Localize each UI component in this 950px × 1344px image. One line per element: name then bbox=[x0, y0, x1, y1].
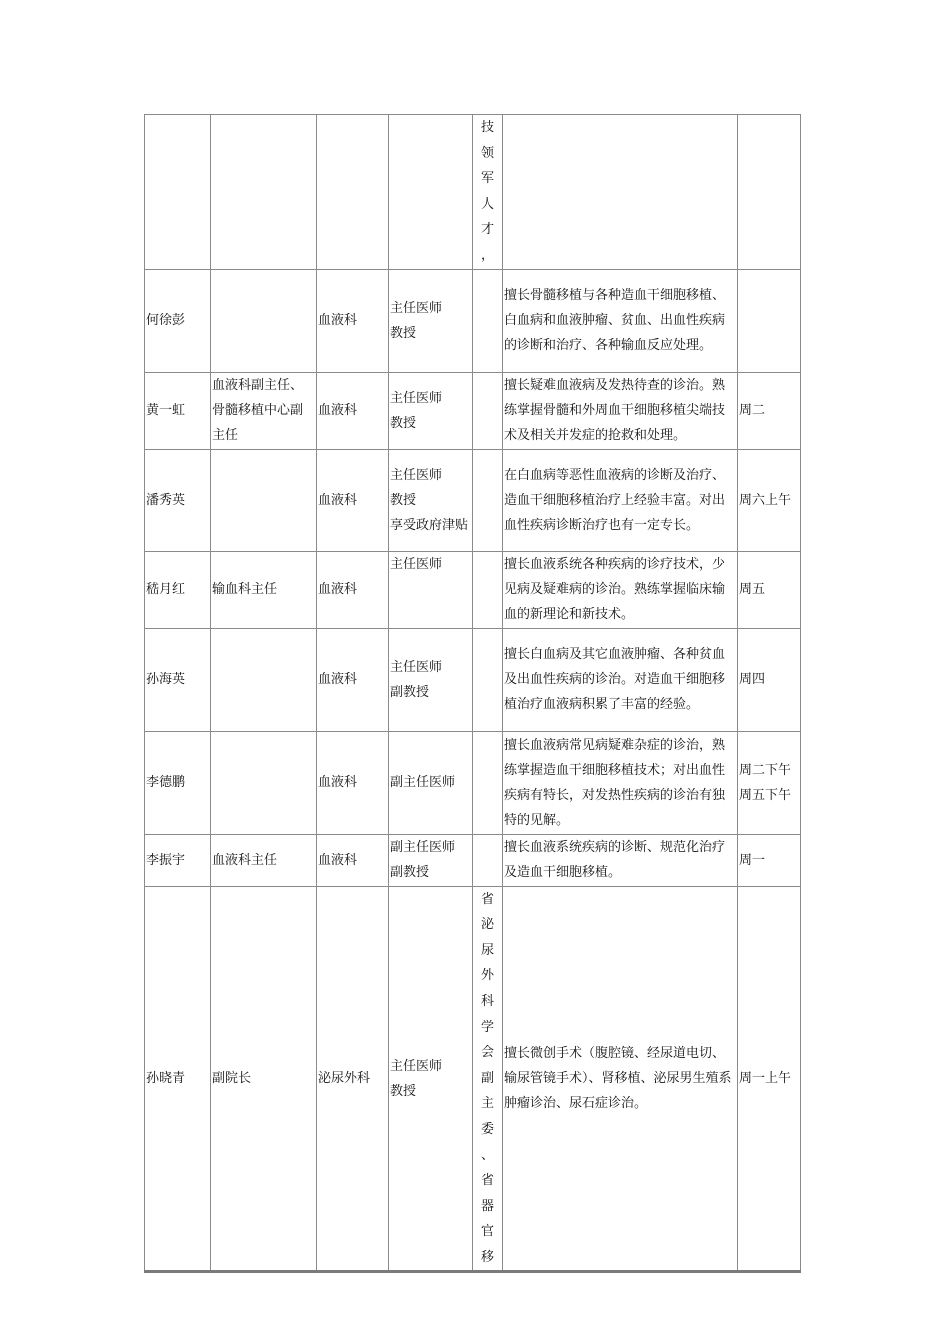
schedule-cell: 周四 bbox=[738, 628, 801, 731]
honor-char: 器 bbox=[480, 1198, 494, 1214]
honor-char: 人 bbox=[480, 196, 494, 212]
schedule-cell: 周二 bbox=[738, 372, 801, 449]
department-cell: 血液科 bbox=[317, 834, 389, 886]
position-cell: 输血科主任 bbox=[211, 551, 317, 628]
schedule-cell: 周六上午 bbox=[738, 449, 801, 551]
schedule-cell: 周一 bbox=[738, 834, 801, 886]
table-row bbox=[145, 269, 801, 372]
table-row bbox=[145, 834, 801, 886]
position-cell bbox=[211, 731, 317, 834]
position-cell bbox=[211, 115, 317, 270]
department-cell: 血液科 bbox=[317, 269, 389, 372]
table-row bbox=[145, 449, 801, 551]
honor-char: 军 bbox=[480, 171, 494, 187]
table-row bbox=[145, 886, 801, 1272]
title-cell: 主任医师 副教授 bbox=[389, 628, 473, 731]
schedule-cell bbox=[738, 269, 801, 372]
title-cell: 主任医师 教授 bbox=[389, 372, 473, 449]
title-cell: 副主任医师 bbox=[389, 731, 473, 834]
schedule-cell bbox=[738, 115, 801, 270]
honor-char: 移 bbox=[480, 1249, 494, 1265]
specialty-cell: 擅长微创手术（腹腔镜、经尿道电切、输尿管镜手术）、肾移植、泌尿男生殖系肿瘤诊治、尿石症诊治。 bbox=[503, 886, 738, 1272]
position-cell: 血液科主任 bbox=[211, 834, 317, 886]
department-cell: 泌尿外科 bbox=[317, 886, 389, 1272]
honor-char: ， bbox=[480, 247, 494, 263]
doctor-name-cell: 嵇月红 bbox=[145, 551, 211, 628]
honor-cell bbox=[473, 551, 503, 628]
doctor-name-cell: 李振宇 bbox=[145, 834, 211, 886]
position-cell bbox=[211, 269, 317, 372]
table-row bbox=[145, 115, 801, 270]
honor-char: 主 bbox=[480, 1096, 494, 1112]
honor-cell bbox=[473, 731, 503, 834]
position-cell bbox=[211, 449, 317, 551]
position-cell: 副院长 bbox=[211, 886, 317, 1272]
honor-char: 领 bbox=[480, 145, 494, 161]
honor-cell bbox=[473, 886, 503, 1272]
title-cell: 主任医师 教授 享受政府津贴 bbox=[389, 449, 473, 551]
honor-char: 、 bbox=[480, 1147, 494, 1163]
department-cell: 血液科 bbox=[317, 628, 389, 731]
doctor-name-cell: 黄一虹 bbox=[145, 372, 211, 449]
honor-char: 泌 bbox=[480, 917, 494, 933]
title-cell: 主任医师 bbox=[389, 551, 473, 628]
doctor-name-cell: 何徐彭 bbox=[145, 269, 211, 372]
honor-char: 外 bbox=[480, 968, 494, 984]
title-cell: 主任医师 教授 bbox=[389, 886, 473, 1272]
position-cell: 血液科副主任、骨髓移植中心副主任 bbox=[211, 372, 317, 449]
schedule-cell: 周二下午 周五下午 bbox=[738, 731, 801, 834]
department-cell: 血液科 bbox=[317, 731, 389, 834]
honor-char: 科 bbox=[480, 993, 494, 1009]
doctor-name-cell: 潘秀英 bbox=[145, 449, 211, 551]
honor-char: 尿 bbox=[480, 942, 494, 958]
position-cell bbox=[211, 628, 317, 731]
honor-char: 技 bbox=[480, 120, 494, 135]
honor-cell bbox=[473, 269, 503, 372]
title-cell: 副主任医师 副教授 bbox=[389, 834, 473, 886]
department-cell: 血液科 bbox=[317, 372, 389, 449]
title-cell: 主任医师 教授 bbox=[389, 269, 473, 372]
honor-text bbox=[474, 115, 501, 269]
specialty-cell: 擅长血液系统各种疾病的诊疗技术，少见病及疑难病的诊治。熟练掌握临床输血的新理论和新技术。 bbox=[503, 551, 738, 628]
table-row bbox=[145, 628, 801, 731]
honor-char: 会 bbox=[480, 1045, 494, 1061]
honor-cell bbox=[473, 115, 503, 270]
honor-char: 学 bbox=[480, 1019, 494, 1035]
doctor-name-cell: 李德鹏 bbox=[145, 731, 211, 834]
title-cell bbox=[389, 115, 473, 270]
honor-char: 才 bbox=[480, 222, 494, 238]
department-cell: 血液科 bbox=[317, 449, 389, 551]
schedule-cell: 周五 bbox=[738, 551, 801, 628]
table-row bbox=[145, 551, 801, 628]
specialty-cell: 擅长血液病常见病疑难杂症的诊治，熟练掌握造血干细胞移植技术；对出血性疾病有特长，对发热性疾病的诊治有独特的见解。 bbox=[503, 731, 738, 834]
honor-cell bbox=[473, 834, 503, 886]
honor-text bbox=[474, 887, 501, 1271]
honor-char: 副 bbox=[480, 1070, 494, 1086]
specialty-cell: 擅长血液系统疾病的诊断、规范化治疗及造血干细胞移植。 bbox=[503, 834, 738, 886]
doctor-name-cell: 孙海英 bbox=[145, 628, 211, 731]
department-cell: 血液科 bbox=[317, 551, 389, 628]
specialty-cell: 擅长骨髓移植与各种造血干细胞移植、白血病和血液肿瘤、贫血、出血性疾病的诊断和治疗、各种输血反应处理。 bbox=[503, 269, 738, 372]
specialty-cell: 在白血病等恶性血液病的诊断及治疗、造血干细胞移植治疗上经验丰富。对出血性疾病诊断治疗也有一定专长。 bbox=[503, 449, 738, 551]
honor-cell bbox=[473, 372, 503, 449]
specialty-cell: 擅长白血病及其它血液肿瘤、各种贫血及出血性疾病的诊治。对造血干细胞移植治疗血液病积累了丰富的经验。 bbox=[503, 628, 738, 731]
doctor-name-cell bbox=[145, 115, 211, 270]
honor-char: 官 bbox=[480, 1224, 494, 1240]
honor-char: 委 bbox=[480, 1121, 494, 1137]
schedule-cell: 周一上午 bbox=[738, 886, 801, 1272]
honor-cell bbox=[473, 628, 503, 731]
doctor-name-cell: 孙晓青 bbox=[145, 886, 211, 1272]
table-row bbox=[145, 731, 801, 834]
honor-char: 省 bbox=[480, 1173, 494, 1189]
doctor-table bbox=[144, 114, 801, 1273]
specialty-cell: 擅长疑难血液病及发热待查的诊治。熟练掌握骨髓和外周血干细胞移植尖端技术及相关并发症的抢救和处理。 bbox=[503, 372, 738, 449]
honor-char: 省 bbox=[480, 891, 494, 907]
specialty-cell bbox=[503, 115, 738, 270]
doctor-table-body bbox=[145, 115, 801, 1272]
honor-cell bbox=[473, 449, 503, 551]
table-row bbox=[145, 372, 801, 449]
department-cell bbox=[317, 115, 389, 270]
